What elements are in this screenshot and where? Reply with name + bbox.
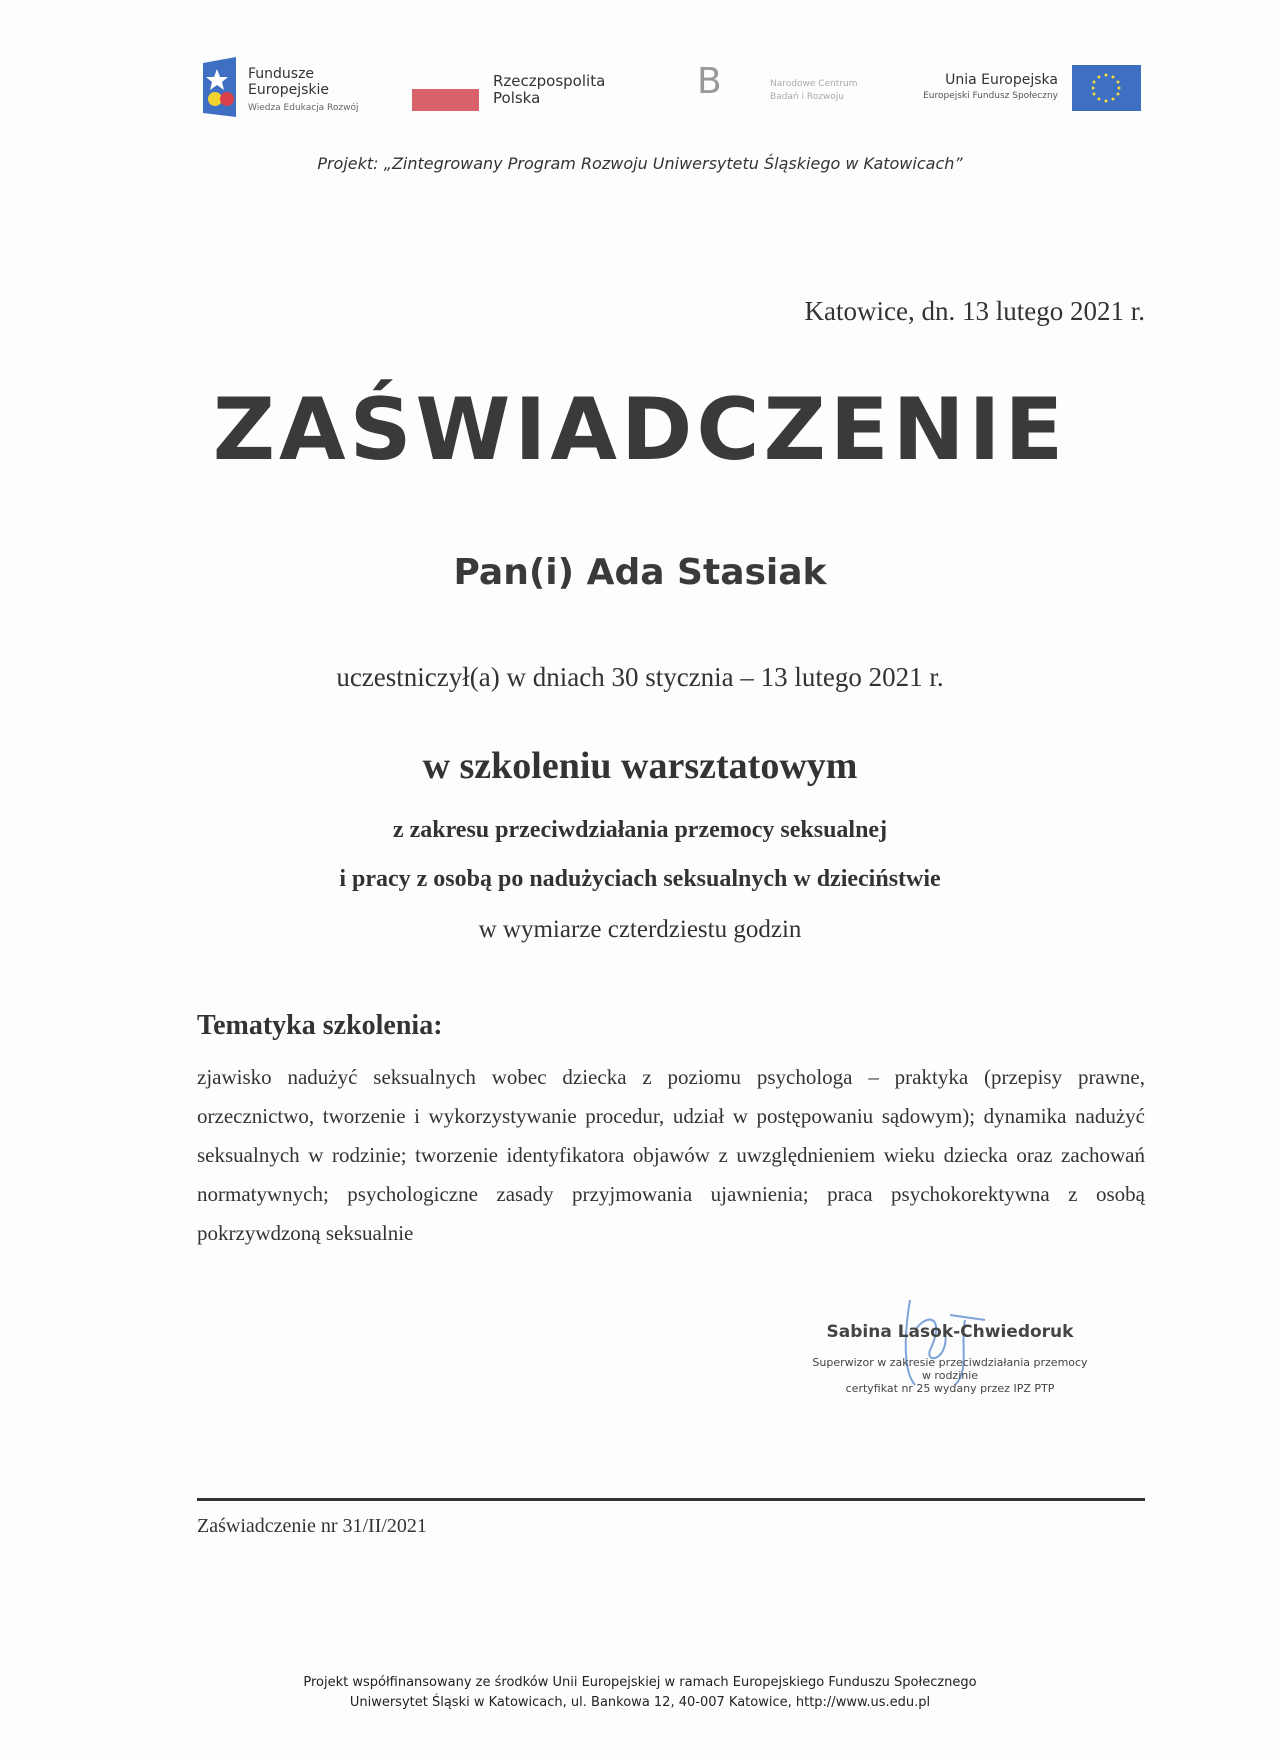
fe-logo-line3: Wiedza Edukacja Rozwój — [248, 103, 359, 113]
project-title: Projekt: „Zintegrowany Program Rozwoju Uniwersytetu Śląskiego w Katowicach” — [317, 154, 963, 173]
footer-line-2: Uniwersytet Śląski w Katowicach, ul. Bankowa 12, 40-007 Katowice, http://www.us.edu.pl — [349, 1695, 931, 1710]
signatory-role-3: certyfikat nr 25 wydany przez IPZ PTP — [845, 1382, 1055, 1395]
document-title: ZAŚWIADCZENIE — [212, 380, 1068, 480]
issue-date: Katowice, dn. 13 lutego 2021 r. — [804, 296, 1145, 326]
ue-logo-line2: Europejski Fundusz Społeczny — [923, 91, 1058, 101]
training-scope-2: i pracy z osobą po nadużyciach seksualnych w dzieciństwie — [339, 866, 941, 892]
footer-line-1: Projekt współfinansowany ze środków Unii Europejskiej w ramach Europejskiego Funduszu Społecznego — [303, 1675, 977, 1690]
participation-dates: uczestniczył(a) w dniach 30 stycznia – 13 lutego 2021 r. — [336, 662, 944, 692]
ncbr-logo-line1: Narodowe Centrum — [770, 79, 858, 89]
training-scope-1: z zakresu przeciwdziałania przemocy seksualnej — [392, 817, 888, 843]
rp-logo-line1: Rzeczpospolita — [493, 72, 606, 90]
ncbr-logo-line2: Badań i Rozwoju — [770, 92, 844, 102]
recipient-name: Pan(i) Ada Stasiak — [453, 552, 827, 593]
fe-logo-line1: Fundusze — [248, 66, 315, 82]
topics-text: zjawisko nadużyć seksualnych wobec dziecka z poziomu psychologa – praktyka (przepisy prawne, orzecznictwo, tworzenie i wykorzystywanie procedur, udział w postępowaniu sądowym); dynamika nadużyć seksualnych w rodzinie; tworzenie identyfikatora objawów z uwzględnieniem wieku dziecka oraz zachowań normatywnych; psychologiczne zasady przyjmowania ujawnienia; praca psychokorektywna z osobą pokrzywdzoną seksualnie — [197, 1065, 1145, 1245]
eu-flag — [1072, 65, 1141, 111]
ue-logo-line1: Unia Europejska — [945, 72, 1058, 88]
signatory-name: Sabina Lasok-Chwiedoruk — [826, 1322, 1074, 1342]
training-hours: w wymiarze czterdziestu godzin — [478, 916, 802, 943]
divider — [197, 1498, 1145, 1501]
rp-logo-line2: Polska — [493, 89, 541, 107]
topics-heading: Tematyka szkolenia: — [197, 1010, 443, 1041]
polish-flag — [412, 89, 479, 111]
training-type: w szkoleniu warsztatowym — [422, 745, 858, 787]
fe-logo — [203, 57, 236, 117]
certificate-number: Zaświadczenie nr 31/II/2021 — [197, 1515, 427, 1537]
fe-logo-line2: Europejskie — [248, 82, 330, 98]
ncbr-logo-icon: B — [697, 61, 722, 102]
signatory-role-1: Superwizor w zakresie przeciwdziałania przemocy — [812, 1356, 1088, 1369]
signatory-role-2: w rodzinie — [921, 1369, 979, 1382]
